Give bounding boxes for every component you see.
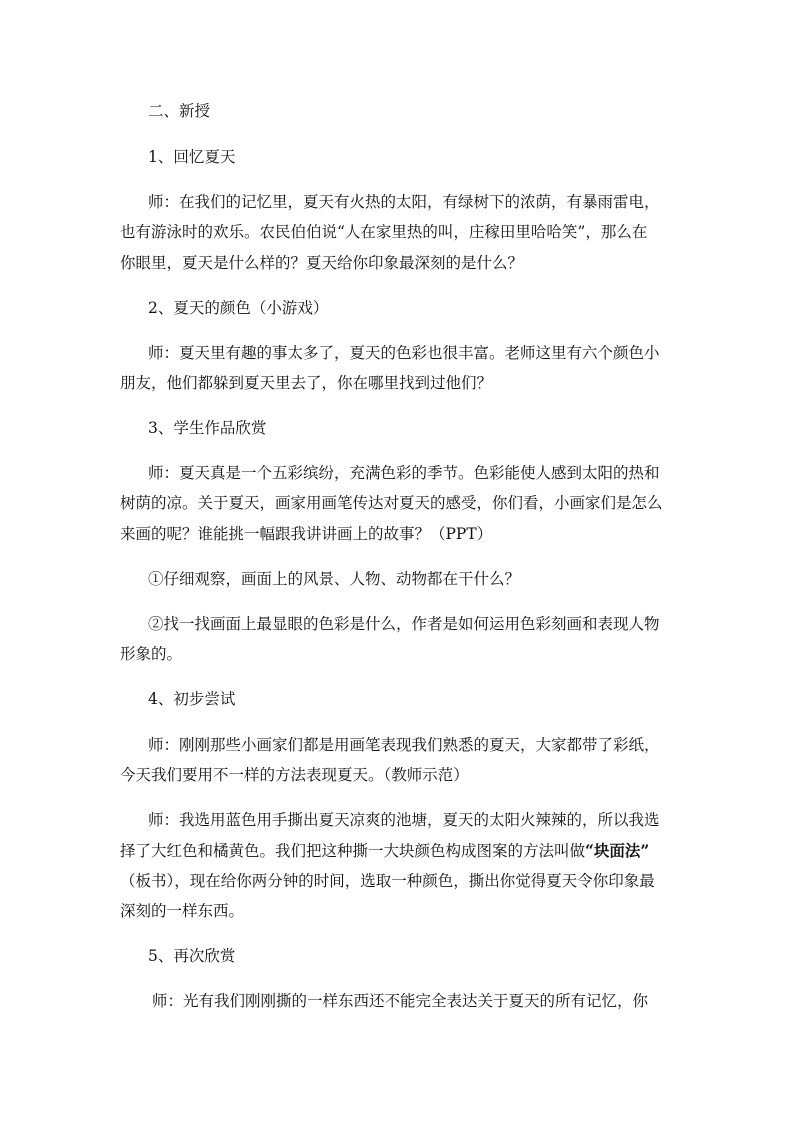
- paragraph-line: 师：夏天里有趣的事太多了，夏天的色彩也很丰富。老师这里有六个颜色小: [148, 344, 660, 362]
- paragraph-line: 今天我们要用不一样的方法表现夏天。（教师示范）: [120, 766, 469, 784]
- paragraph-line: 你眼里，夏天是什么样的？夏天给你印象最深刻的是什么？: [120, 254, 524, 272]
- item-heading-4: 4、初步尝试: [148, 690, 236, 708]
- paragraph-line: [120, 838, 680, 864]
- paragraph-line: 朋友，他们都躲到夏天里去了，你在哪里找到过他们？: [120, 374, 493, 392]
- paragraph-line: 师：夏天真是一个五彩缤纷，充满色彩的季节。色彩能使人感到太阳的热和: [148, 464, 660, 482]
- paragraph-line: ①仔细观察，画面上的风景、人物、动物都在干什么？: [148, 570, 521, 588]
- paragraph-line: 形象的。: [120, 645, 183, 663]
- paragraph-line: ②找一找画面上最显眼的色彩是什么，作者是如何运用色彩刻画和表现人物: [148, 615, 660, 633]
- item-heading-2: 2、夏天的颜色（小游戏）: [148, 299, 329, 317]
- paragraph-line: 树荫的凉。关于夏天，画家用画笔传达对夏天的感受，你们看，小画家们是怎么: [120, 494, 663, 512]
- section-title: 二、新授: [148, 102, 211, 120]
- bold-term: “块面法”: [585, 841, 650, 860]
- item-heading-1: 1、回忆夏天: [148, 148, 236, 166]
- paragraph-line: 来画的呢？谁能挑一幅跟我讲讲画上的故事？（PPT）: [120, 525, 493, 543]
- paragraph-line: 师：我选用蓝色用手撕出夏天凉爽的池塘，夏天的太阳火辣辣的，所以我选: [148, 811, 660, 829]
- paragraph-line: 深刻的一样东西。: [120, 902, 245, 920]
- paragraph-line: 师：在我们的记忆里，夏天有火热的太阳，有绿树下的浓荫，有暴雨雷电，: [148, 193, 660, 211]
- paragraph-line: 师：光有我们刚刚撕的一样东西还不能完全表达关于夏天的所有记忆，你: [152, 992, 649, 1010]
- paragraph-line: 师：刚刚那些小画家们都是用画笔表现我们熟悉的夏天，大家都带了彩纸，: [148, 736, 660, 754]
- item-heading-5: 5、再次欣赏: [148, 947, 236, 965]
- paragraph-line: （板书），现在给你两分钟的时间，选取一种颜色，撕出你觉得夏天令你印象最: [120, 872, 655, 890]
- item-heading-3: 3、学生作品欣赏: [148, 419, 267, 437]
- paragraph-line: 也有游泳时的欢乐。农民伯伯说“人在家里热的叫，庄稼田里哈哈笑”，那么在: [120, 223, 648, 241]
- paragraph-text: 择了大红色和橘黄色。我们把这种撕一大块颜色构成图案的方法叫做: [120, 842, 586, 860]
